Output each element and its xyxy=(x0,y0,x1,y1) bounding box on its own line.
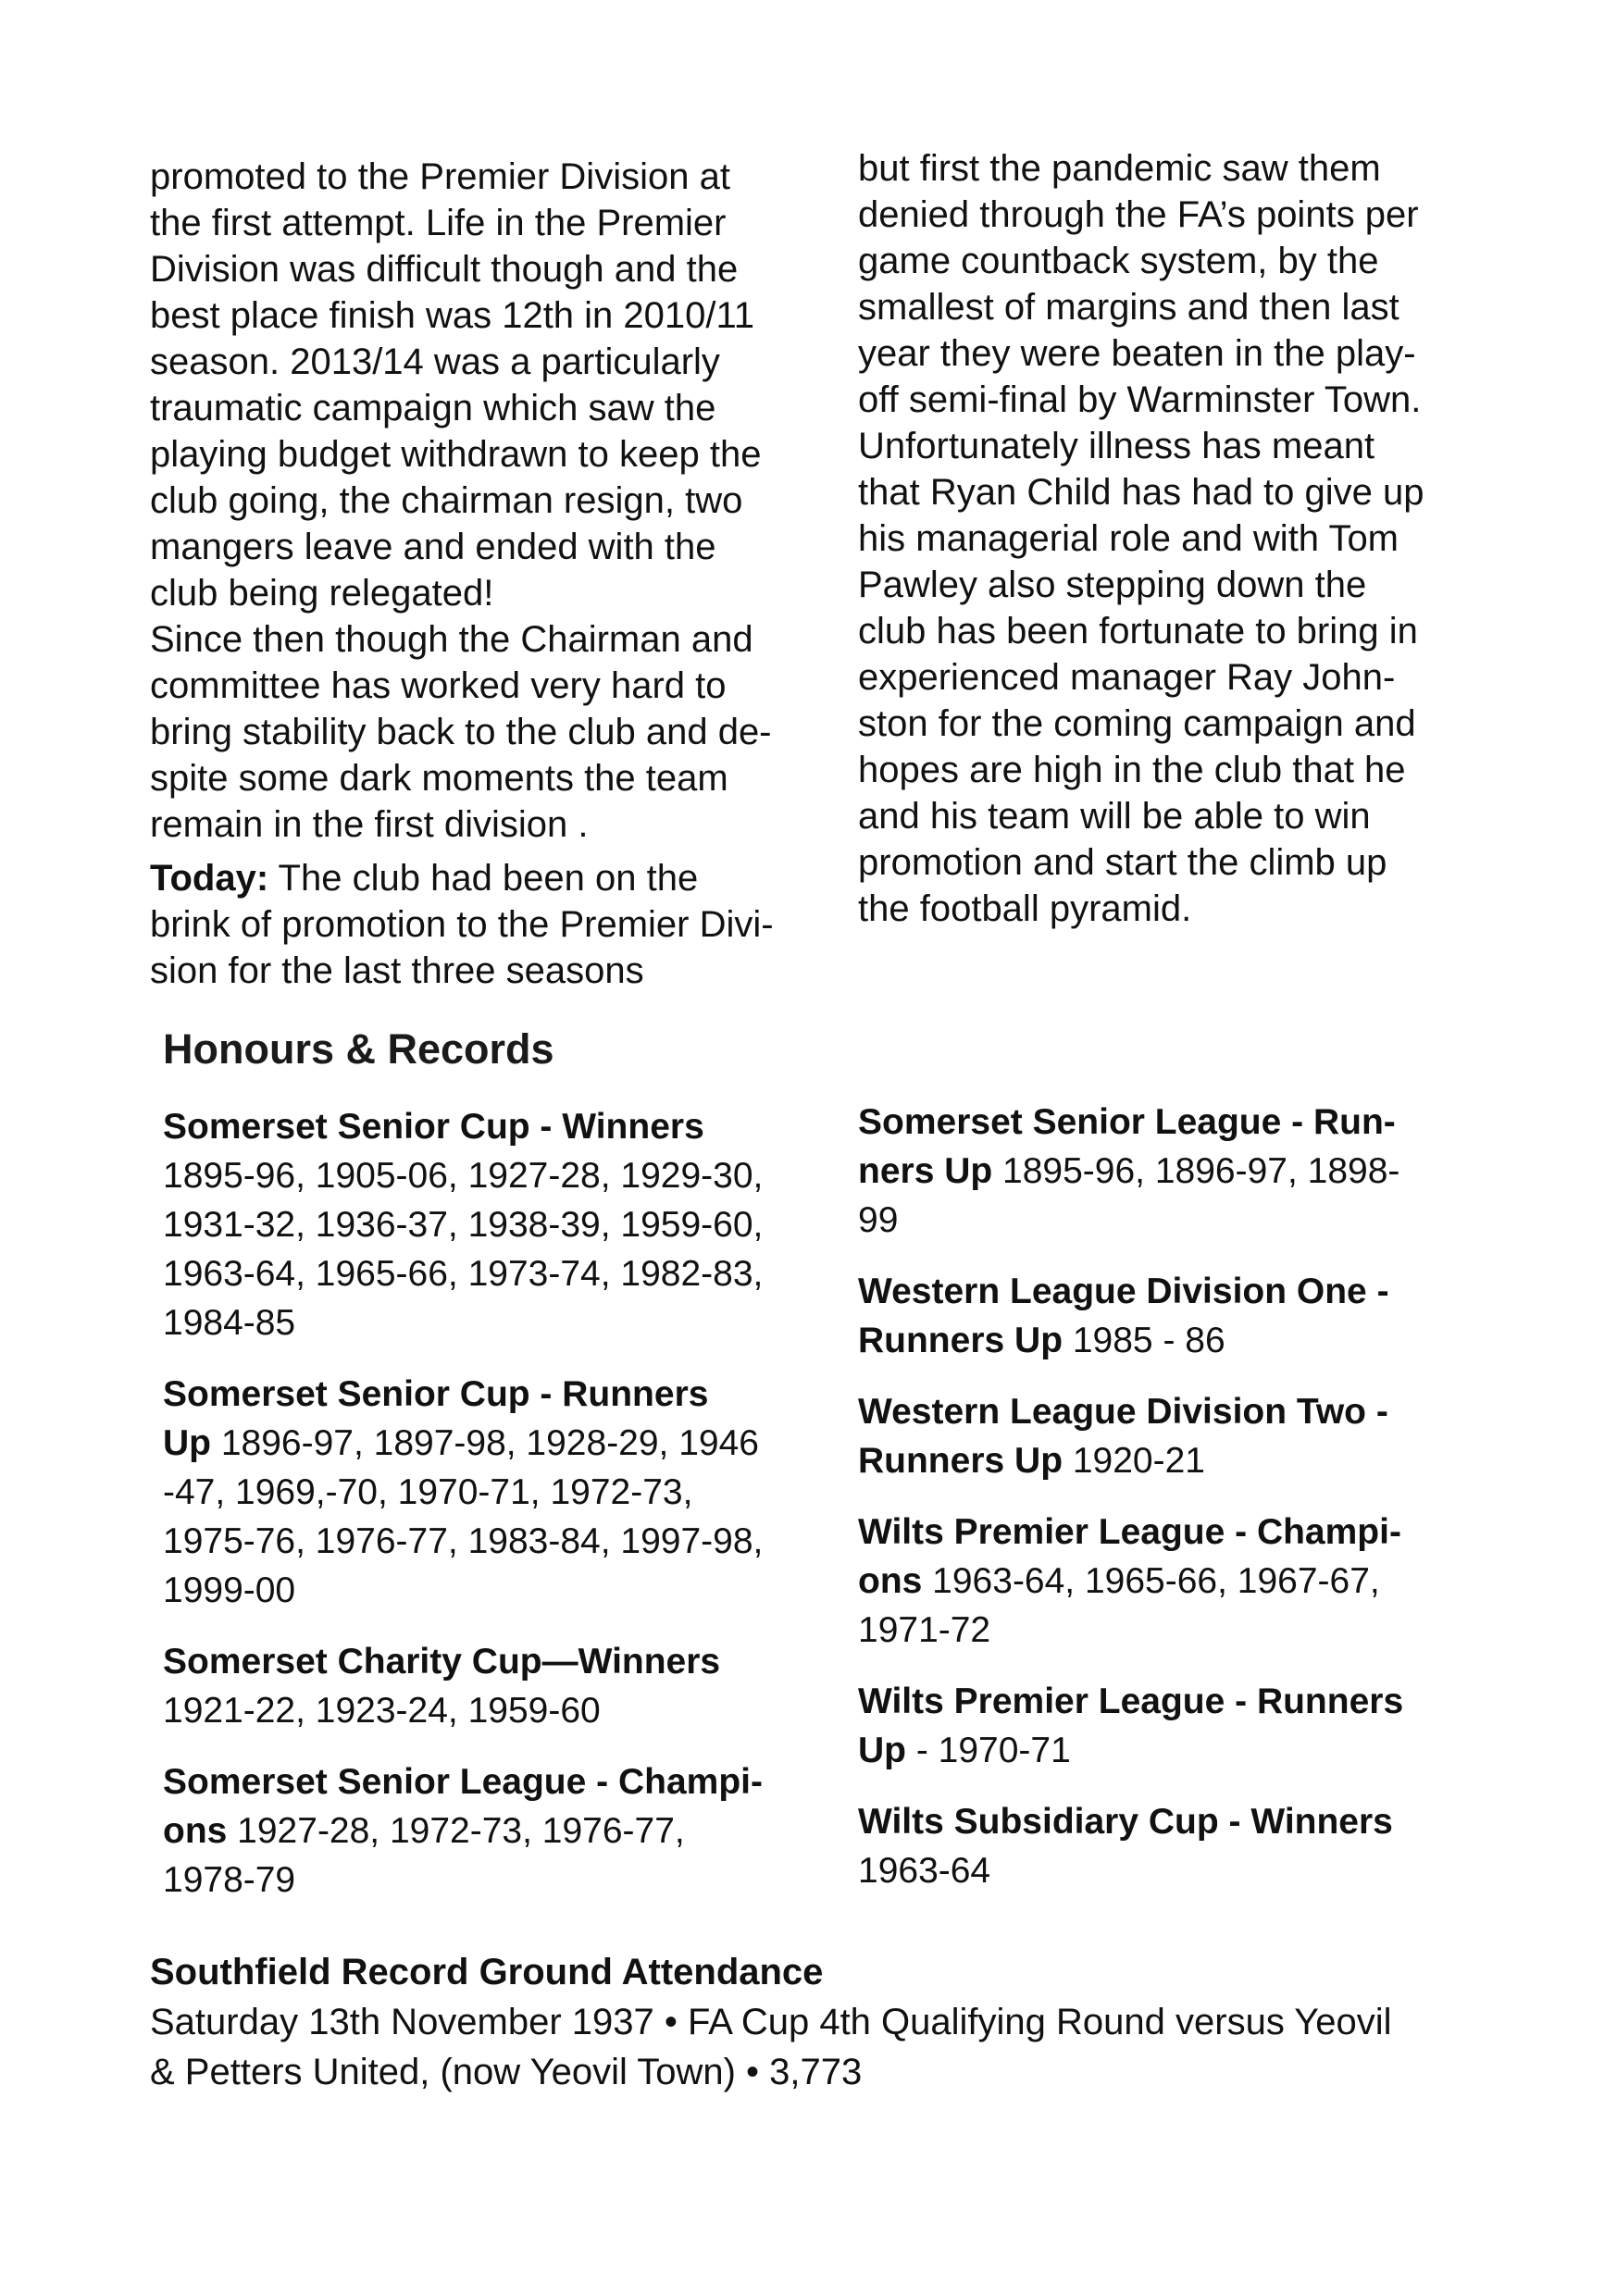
honour-title-bold: ners Up xyxy=(858,1151,993,1191)
text-line: Division was difficult though and the xyxy=(150,249,739,290)
honours-column-right xyxy=(858,1098,1403,1917)
text-line: the first attempt. Life in the Premier xyxy=(150,203,727,243)
text-line: remain in the first division . xyxy=(150,804,589,845)
text-line: experienced manager Ray John- xyxy=(858,657,1396,698)
honours-heading: Honours & Records xyxy=(163,1025,554,1073)
text-line: spite some dark moments the team xyxy=(150,758,728,799)
today-label: Today: xyxy=(150,858,269,899)
text-line xyxy=(858,1316,1403,1365)
honour-years: 1920-21 xyxy=(1063,1441,1205,1481)
text-line: 1895-96, 1905-06, 1927-28, 1929-30, xyxy=(163,1156,764,1196)
honour-years: 1895-96, 1896-97, 1898- xyxy=(992,1151,1400,1191)
text-line: playing budget withdrawn to keep the xyxy=(150,434,762,475)
honour-title xyxy=(858,1508,1403,1557)
honour-title xyxy=(163,1102,763,1151)
text-line xyxy=(858,1726,1403,1775)
text-line: bring stability back to the club and de- xyxy=(150,712,772,752)
honour-title xyxy=(163,1757,763,1806)
history-column-left xyxy=(150,154,774,994)
honour-entry xyxy=(858,1677,1403,1775)
honour-title-bold: Western League Division Two - xyxy=(858,1392,1388,1432)
honour-years: 1896-97, 1897-98, 1928-29, 1946 xyxy=(211,1423,759,1463)
history-paragraph xyxy=(150,154,774,848)
text-line: the football pyramid. xyxy=(858,888,1192,929)
honour-title-bold: ons xyxy=(858,1561,923,1601)
text-line: and his team will be able to win xyxy=(858,796,1371,837)
today-paragraph xyxy=(150,855,774,994)
honour-title-bold: Wilts Subsidiary Cup - Winners xyxy=(858,1802,1393,1842)
text-line: hopes are high in the club that he xyxy=(858,750,1406,790)
text-line: 1999-00 xyxy=(163,1570,296,1610)
text-line xyxy=(163,1806,763,1855)
honour-entry xyxy=(858,1508,1403,1655)
honour-title-bold: Somerset Senior Cup - Winners xyxy=(163,1107,704,1147)
text-line: Since then though the Chairman and xyxy=(150,619,753,660)
text-line: game countback system, by the xyxy=(858,241,1379,281)
honour-title-bold: Somerset Senior League - Champi- xyxy=(163,1762,763,1802)
honour-title-bold: Somerset Senior League - Run- xyxy=(858,1102,1396,1142)
honour-years: - 1970-71 xyxy=(906,1731,1071,1770)
honour-title xyxy=(858,1387,1403,1436)
honour-entry xyxy=(163,1370,763,1615)
honour-title-bold: Up xyxy=(163,1423,211,1463)
honour-title xyxy=(858,1267,1403,1316)
honour-entry xyxy=(858,1797,1403,1895)
honour-years: 1963-64, 1965-66, 1967-67, xyxy=(922,1561,1380,1601)
honour-title xyxy=(858,1098,1403,1147)
text-line: 1971-72 xyxy=(858,1610,991,1650)
honour-entry xyxy=(858,1387,1403,1485)
text-line: club being relegated! xyxy=(150,573,494,614)
honour-title xyxy=(163,1637,763,1686)
text-line xyxy=(163,1419,763,1468)
text-line: year they were beaten in the play- xyxy=(858,333,1416,374)
today-text: The club had been on the xyxy=(268,858,699,899)
text-line: 1963-64, 1965-66, 1973-74, 1982-83, xyxy=(163,1254,764,1294)
honour-title-bold: Somerset Senior Cup - Runners xyxy=(163,1374,709,1414)
text-line: & Petters United, (now Yeovil Town) • 3,773 xyxy=(150,2052,863,2092)
text-line: Pawley also stepping down the xyxy=(858,565,1367,605)
history-column-right xyxy=(858,145,1424,932)
honour-years: 1985 - 86 xyxy=(1063,1321,1225,1360)
text-line: denied through the FA’s points per xyxy=(858,194,1419,235)
text-line: Saturday 13th November 1937 • FA Cup 4th Qualifying Round versus Yeovil xyxy=(150,2002,1392,2042)
honour-title-bold: Up xyxy=(858,1731,906,1770)
text-line: club going, the chairman resign, two xyxy=(150,480,743,521)
text-line: but first the pandemic saw them xyxy=(858,148,1381,189)
text-line: 1921-22, 1923-24, 1959-60 xyxy=(163,1691,601,1731)
honour-entry xyxy=(163,1637,763,1735)
text-line: off semi-final by Warminster Town. xyxy=(858,379,1422,420)
text-line: season. 2013/14 was a particularly xyxy=(150,341,720,382)
text-line: best place finish was 12th in 2010/11 xyxy=(150,295,755,336)
history-paragraph xyxy=(858,145,1424,932)
honour-entry xyxy=(858,1267,1403,1365)
text-line: his managerial role and with Tom xyxy=(858,518,1399,559)
text-line xyxy=(858,1436,1403,1485)
honour-title-bold: Somerset Charity Cup—Winners xyxy=(163,1642,721,1682)
text-line xyxy=(858,1557,1403,1606)
text-line xyxy=(858,1147,1403,1196)
text-line: promotion and start the climb up xyxy=(858,842,1387,883)
honour-title-bold: Wilts Premier League - Champi- xyxy=(858,1512,1401,1552)
honour-title xyxy=(163,1370,763,1419)
text-line: -47, 1969,-70, 1970-71, 1972-73, xyxy=(163,1472,693,1512)
honour-title-bold: Wilts Premier League - Runners xyxy=(858,1682,1404,1721)
text-line: 1978-79 xyxy=(163,1860,296,1900)
text-line: mangers leave and ended with the xyxy=(150,527,716,567)
honour-entry xyxy=(858,1098,1403,1245)
honour-title-bold: Runners Up xyxy=(858,1441,1063,1481)
honour-years: 1927-28, 1972-73, 1976-77, xyxy=(227,1811,685,1851)
text-line xyxy=(150,855,774,901)
honour-entry xyxy=(163,1757,763,1905)
text-line: sion for the last three seasons xyxy=(150,950,644,991)
honour-title-bold: Runners Up xyxy=(858,1321,1063,1360)
honours-column-left xyxy=(163,1102,763,1927)
text-line: promoted to the Premier Division at xyxy=(150,156,730,197)
honour-title-bold: ons xyxy=(163,1811,228,1851)
text-line: committee has worked very hard to xyxy=(150,665,727,706)
text-line: brink of promotion to the Premier Divi- xyxy=(150,904,774,945)
text-line: traumatic campaign which saw the xyxy=(150,388,716,428)
text-line: Unfortunately illness has meant xyxy=(858,426,1375,466)
text-line: 1963-64 xyxy=(858,1851,991,1891)
honour-entry xyxy=(163,1102,763,1347)
honour-title xyxy=(858,1797,1403,1846)
text-line: 1975-76, 1976-77, 1983-84, 1997-98, xyxy=(163,1521,764,1561)
text-line: 99 xyxy=(858,1200,899,1240)
honour-title-bold: Western League Division One - xyxy=(858,1272,1389,1311)
record-attendance-title: Southfield Record Ground Attendance xyxy=(150,1952,824,1992)
text-line: 1931-32, 1936-37, 1938-39, 1959-60, xyxy=(163,1205,764,1245)
text-line: 1984-85 xyxy=(163,1303,296,1343)
honour-title xyxy=(858,1677,1403,1726)
text-line: club has been fortunate to bring in xyxy=(858,611,1418,652)
record-attendance xyxy=(150,1947,1391,2097)
text-line: that Ryan Child has had to give up xyxy=(858,472,1424,513)
text-line: smallest of margins and then last xyxy=(858,287,1399,328)
text-line: ston for the coming campaign and xyxy=(858,703,1416,744)
